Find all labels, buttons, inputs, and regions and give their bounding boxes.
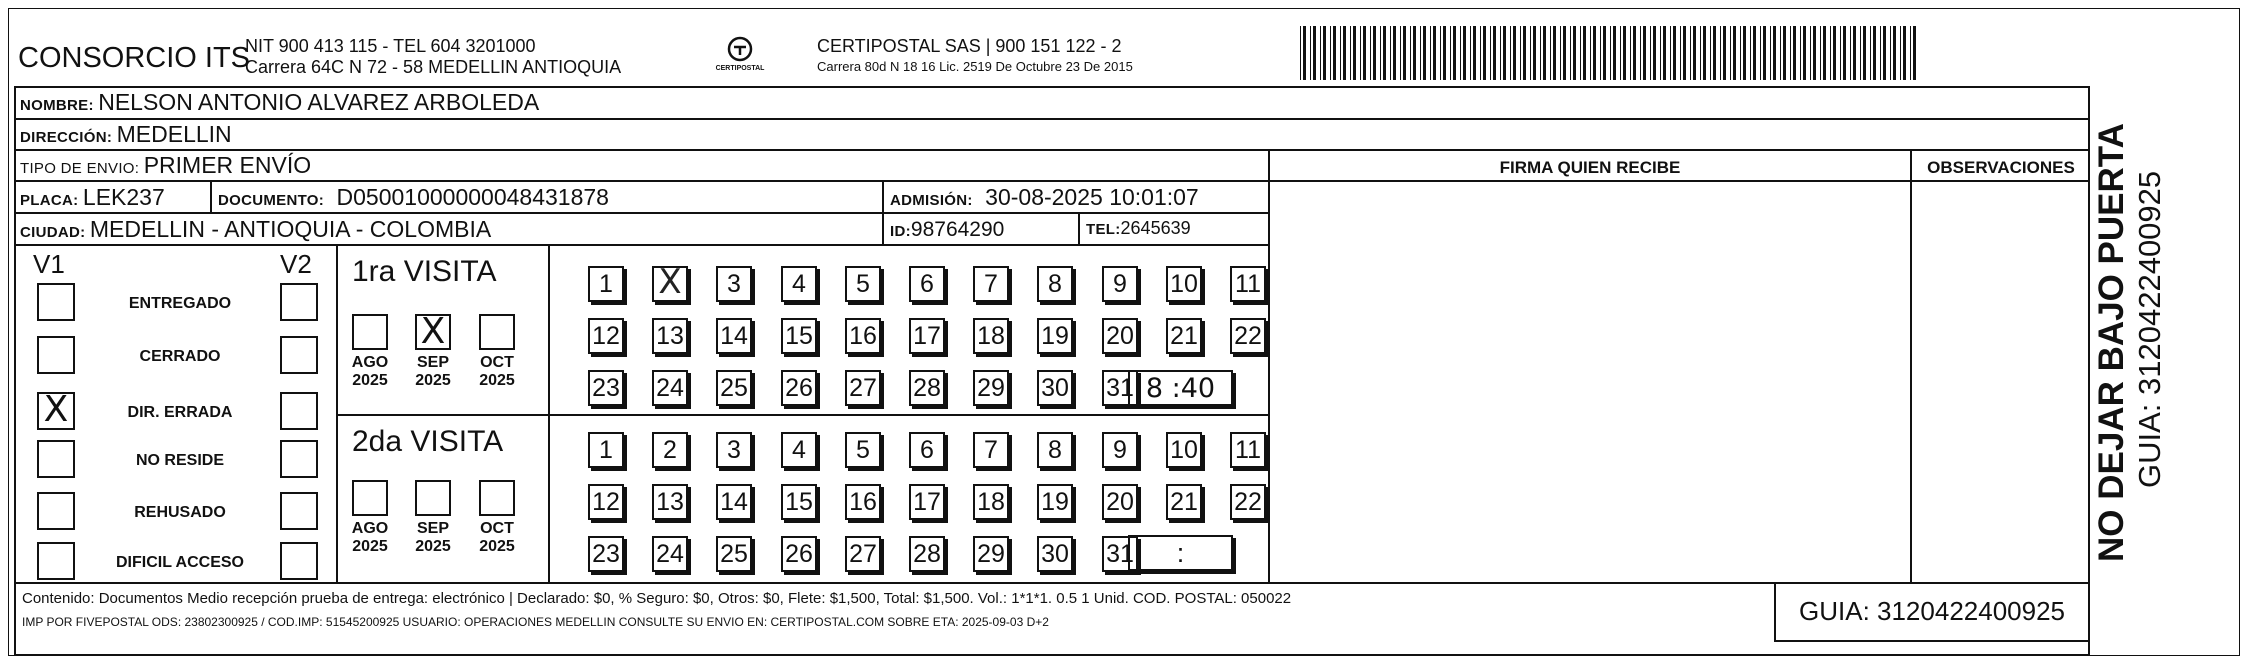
- barcode-bar: [1890, 26, 1891, 80]
- barcode-bar: [1350, 26, 1351, 80]
- visit2-day[interactable]: 15: [781, 484, 817, 520]
- send-type-label: TIPO DE ENVIO:: [20, 160, 140, 177]
- v1-label: V1: [33, 249, 65, 279]
- barcode-bar: [1820, 26, 1821, 80]
- v1-checkbox[interactable]: [37, 492, 75, 530]
- barcode-bar: [1783, 26, 1786, 80]
- barcode-bar: [1800, 26, 1801, 80]
- barcode-bar: [1693, 26, 1696, 80]
- address-field: [20, 121, 232, 148]
- barcode-bar: [1720, 26, 1721, 80]
- v2-checkbox[interactable]: [280, 336, 318, 374]
- recipient-city: MEDELLIN - ANTIOQUIA - COLOMBIA: [89, 216, 492, 242]
- barcode-bar: [1333, 26, 1336, 80]
- barcode-bar: [1460, 26, 1461, 80]
- visit2-day[interactable]: 2: [652, 432, 688, 468]
- barcode-bar: [1830, 26, 1831, 80]
- barcode-bar: [1310, 26, 1311, 80]
- plate: LEK237: [82, 184, 165, 210]
- visit1-month-name: AGO: [351, 354, 389, 371]
- visit2-time: :: [1176, 538, 1185, 568]
- barcode-bar: [1490, 26, 1491, 80]
- visit2-day[interactable]: 3: [716, 432, 752, 468]
- footer-print-info: IMP POR FIVEPOSTAL ODS: 23802300925 / COD.IMP: 51545200925 USUARIO: OPERACIONES MEDELLIN CONSULTE SU ENVIO EN: CERTIPOSTAL.COM SOBRE ETA: 2025-09-03 D+2: [22, 615, 1049, 629]
- visit1-day[interactable]: 4: [781, 266, 817, 302]
- barcode-bar: [1370, 26, 1371, 80]
- visit1-day[interactable]: 5: [845, 266, 881, 302]
- courier-logo-icon: [720, 36, 760, 62]
- visit1-day[interactable]: 3: [716, 266, 752, 302]
- status-label: NO RESIDE: [135, 452, 224, 469]
- barcode-bar: [1610, 26, 1611, 80]
- side-warning: NO DEJAR BAJO PUERTA: [2092, 123, 2131, 562]
- barcode-bar: [1823, 26, 1826, 80]
- barcode-bar: [1903, 26, 1906, 80]
- id-field: [890, 218, 1004, 242]
- visit2-day[interactable]: 24: [652, 536, 688, 572]
- barcode-bar: [1353, 26, 1356, 80]
- barcode-bar: [1740, 26, 1741, 80]
- visit2-day[interactable]: 5: [845, 432, 881, 468]
- send-type-field: [20, 152, 311, 179]
- barcode-bar: [1790, 26, 1791, 80]
- barcode-bar: [1480, 26, 1481, 80]
- barcode-bar: [1363, 26, 1366, 80]
- visit1-day[interactable]: 23: [588, 370, 624, 406]
- barcode-bar: [1580, 26, 1581, 80]
- barcode-bar: [1660, 26, 1661, 80]
- courier-logo-text: CERTIPOSTAL: [715, 65, 765, 72]
- v1-checkbox[interactable]: [37, 336, 75, 374]
- visit2-day[interactable]: 16: [845, 484, 881, 520]
- city-field: [20, 216, 491, 243]
- visit2-day[interactable]: 13: [652, 484, 688, 520]
- visit1-day[interactable]: 15: [781, 318, 817, 354]
- visit1-day[interactable]: 28: [909, 370, 945, 406]
- send-type: PRIMER ENVÍO: [143, 152, 312, 178]
- barcode-bar: [1803, 26, 1806, 80]
- courier-address: Carrera 80d N 18 16 Lic. 2519 De Octubre 23 De 2015: [817, 59, 1133, 74]
- footer-guide: GUIA: 3120422400925: [1799, 596, 2065, 626]
- barcode-bar: [1440, 26, 1441, 80]
- barcode-bar: [1893, 26, 1896, 80]
- barcode-bar: [1373, 26, 1376, 80]
- visit1-month-year: 2025: [415, 372, 451, 389]
- barcode-bar: [1623, 26, 1626, 80]
- visit2-day[interactable]: 14: [716, 484, 752, 520]
- company-name: CONSORCIO ITS: [18, 42, 251, 74]
- v2-label: V2: [280, 249, 312, 279]
- visit1-month-checkbox[interactable]: X: [415, 314, 451, 350]
- visit1-month-checkbox[interactable]: [352, 314, 388, 350]
- document-label: DOCUMENTO:: [218, 192, 325, 209]
- visit2-day[interactable]: 30: [1037, 536, 1073, 572]
- status-label: DIR. ERRADA: [127, 404, 233, 421]
- visit1-day[interactable]: 31: [1102, 370, 1138, 406]
- visit1-day[interactable]: 30: [1037, 370, 1073, 406]
- observations-title: OBSERVACIONES: [1927, 158, 2075, 177]
- visit1-time-box[interactable]: [1128, 370, 1233, 406]
- v2-checkbox[interactable]: [280, 542, 318, 580]
- barcode-bar: [1643, 26, 1646, 80]
- courier-logo: [708, 36, 772, 78]
- barcode-bar: [1713, 26, 1716, 80]
- barcode-bar: [1420, 26, 1421, 80]
- barcode-bar: [1613, 26, 1616, 80]
- visit2-day[interactable]: 11: [1230, 432, 1266, 468]
- barcode-bar: [1870, 26, 1871, 80]
- barcode-bar: [1570, 26, 1571, 80]
- barcode-bar: [1763, 26, 1766, 80]
- barcode-bar: [1573, 26, 1576, 80]
- visit1-day[interactable]: 16: [845, 318, 881, 354]
- admission-field: [890, 184, 1199, 211]
- visit2-day[interactable]: 6: [909, 432, 945, 468]
- barcode-bar: [1530, 26, 1531, 80]
- barcode-bar: [1723, 26, 1726, 80]
- barcode-bar: [1300, 26, 1301, 80]
- visit1-day[interactable]: 12: [588, 318, 624, 354]
- tel-field: [1086, 218, 1191, 239]
- barcode-bar: [1443, 26, 1446, 80]
- admission-date: 30-08-2025 10:01:07: [985, 184, 1199, 210]
- barcode-bar: [1900, 26, 1901, 80]
- visit2-month-name: SEP: [416, 520, 449, 537]
- status-label: DIFICIL ACCESO: [115, 554, 244, 571]
- barcode-bar: [1330, 26, 1331, 80]
- visit2-day[interactable]: 23: [588, 536, 624, 572]
- barcode-bar: [1813, 26, 1816, 80]
- barcode-bar: [1810, 26, 1811, 80]
- barcode-bar: [1710, 26, 1711, 80]
- plate-label: PLACA:: [20, 192, 79, 209]
- barcode-bar: [1533, 26, 1536, 80]
- barcode-bar: [1320, 26, 1321, 80]
- barcode-bar: [1400, 26, 1401, 80]
- barcode-bar: [1520, 26, 1521, 80]
- visit2-day[interactable]: 29: [973, 536, 1009, 572]
- visit2-day[interactable]: 31: [1102, 536, 1138, 572]
- visit2-day[interactable]: 8: [1037, 432, 1073, 468]
- barcode-bar: [1453, 26, 1456, 80]
- barcode-bar: [1680, 26, 1681, 80]
- visit1-time: 8 :40: [1145, 373, 1216, 404]
- v2-checkbox[interactable]: [280, 392, 318, 430]
- recipient-address: MEDELLIN: [116, 121, 232, 147]
- visit2-month-year: 2025: [479, 538, 515, 555]
- visit2-day[interactable]: 21: [1166, 484, 1202, 520]
- barcode-bar: [1450, 26, 1451, 80]
- barcode-bar: [1663, 26, 1666, 80]
- visit2-day[interactable]: 27: [845, 536, 881, 572]
- visit1-day[interactable]: 27: [845, 370, 881, 406]
- visit1-day[interactable]: 25: [716, 370, 752, 406]
- barcode-bar: [1640, 26, 1641, 80]
- visit1-day[interactable]: 1: [588, 266, 624, 302]
- barcode-bar: [1880, 26, 1881, 80]
- barcode-bar: [1493, 26, 1496, 80]
- v1-checkbox[interactable]: [37, 542, 75, 580]
- barcode-bar: [1503, 26, 1506, 80]
- visit2-month-checkbox[interactable]: [415, 480, 451, 516]
- visit2-title: 2da VISITA: [352, 425, 504, 458]
- barcode-bar: [1593, 26, 1596, 80]
- barcode-bar: [1673, 26, 1676, 80]
- visit2-day[interactable]: 10: [1166, 432, 1202, 468]
- status-label: REHUSADO: [134, 504, 226, 521]
- barcode-bar: [1323, 26, 1326, 80]
- visit1-day[interactable]: 26: [781, 370, 817, 406]
- visit1-day[interactable]: 17: [909, 318, 945, 354]
- visit1-month-checkbox[interactable]: [479, 314, 515, 350]
- visit1-day[interactable]: 18: [973, 318, 1009, 354]
- visit1-day[interactable]: 7: [973, 266, 1009, 302]
- status-label: CERRADO: [139, 348, 221, 365]
- footer-content: Contenido: Documentos Medio recepción prueba de entrega: electrónico | Declarado: $0, % Seguro: $0, Otros: $0, Flete: $1,500, Total: $1,500. Vol.: 1*1*1. 0.5 1 Unid. COD. POSTAL: 050022: [22, 590, 1292, 607]
- recipient-name: NELSON ANTONIO ALVAREZ ARBOLEDA: [98, 89, 540, 115]
- barcode-bar: [1883, 26, 1886, 80]
- status-label: ENTREGADO: [128, 295, 232, 312]
- visit1-day[interactable]: 21: [1166, 318, 1202, 354]
- visit2-month-name: AGO: [351, 520, 389, 537]
- visit1-day[interactable]: 14: [716, 318, 752, 354]
- signature-area: [1270, 182, 1910, 580]
- plate-field: [20, 184, 165, 211]
- barcode-bar: [1413, 26, 1416, 80]
- visit2-day[interactable]: 1: [588, 432, 624, 468]
- barcode-bar: [1343, 26, 1346, 80]
- barcode-bar: [1853, 26, 1856, 80]
- barcode-bar: [1850, 26, 1851, 80]
- barcode-bar: [1410, 26, 1411, 80]
- barcode-bar: [1620, 26, 1621, 80]
- barcode-bar: [1430, 26, 1431, 80]
- visit2-month-year: 2025: [352, 538, 388, 555]
- barcode-bar: [1770, 26, 1771, 80]
- v2-checkbox[interactable]: [280, 440, 318, 478]
- barcode-bar: [1403, 26, 1406, 80]
- barcode-bar: [1780, 26, 1781, 80]
- address-label: DIRECCIÓN:: [20, 129, 113, 146]
- visit1-month-year: 2025: [352, 372, 388, 389]
- barcode-bar: [1910, 26, 1911, 80]
- barcode-bar: [1340, 26, 1341, 80]
- barcode-bar: [1313, 26, 1316, 80]
- barcode-bar: [1390, 26, 1391, 80]
- barcode-bar: [1653, 26, 1656, 80]
- visit2-time-box[interactable]: [1128, 535, 1233, 571]
- barcode: [1300, 26, 1940, 80]
- barcode-bar: [1840, 26, 1841, 80]
- barcode-bar: [1513, 26, 1516, 80]
- barcode-bar: [1730, 26, 1731, 80]
- visit1-day[interactable]: 13: [652, 318, 688, 354]
- barcode-bar: [1423, 26, 1426, 80]
- visit2-day[interactable]: 25: [716, 536, 752, 572]
- barcode-bar: [1500, 26, 1501, 80]
- v1-checkbox[interactable]: [37, 283, 75, 321]
- visit1-day[interactable]: 29: [973, 370, 1009, 406]
- barcode-bar: [1873, 26, 1876, 80]
- visit2-day[interactable]: 7: [973, 432, 1009, 468]
- barcode-bar: [1523, 26, 1526, 80]
- visit1-day[interactable]: 22: [1230, 318, 1266, 354]
- v2-checkbox[interactable]: [280, 283, 318, 321]
- side-guide: GUIA: 3120422400925: [2132, 170, 2167, 488]
- recipient-id: 98764290: [910, 218, 1005, 241]
- visit2-day[interactable]: 19: [1037, 484, 1073, 520]
- visit2-month-year: 2025: [415, 538, 451, 555]
- visit2-day[interactable]: 4: [781, 432, 817, 468]
- barcode-bar: [1470, 26, 1471, 80]
- signature-title: FIRMA QUIEN RECIBE: [1499, 158, 1681, 177]
- barcode-bar: [1683, 26, 1686, 80]
- visit1-month-year: 2025: [479, 372, 515, 389]
- barcode-bar: [1650, 26, 1651, 80]
- barcode-bar: [1380, 26, 1381, 80]
- visit2-month-checkbox[interactable]: [479, 480, 515, 516]
- visit2-day[interactable]: 28: [909, 536, 945, 572]
- visit1-day[interactable]: 24: [652, 370, 688, 406]
- visit2-day[interactable]: 9: [1102, 432, 1138, 468]
- barcode-bar: [1913, 26, 1916, 80]
- visit1-day[interactable]: 6: [909, 266, 945, 302]
- visit1-title: 1ra VISITA: [352, 255, 497, 288]
- barcode-bar: [1563, 26, 1566, 80]
- visit1-month-name: OCT: [480, 354, 514, 371]
- barcode-bar: [1773, 26, 1776, 80]
- barcode-bar: [1393, 26, 1396, 80]
- barcode-bar: [1553, 26, 1556, 80]
- barcode-bar: [1760, 26, 1761, 80]
- barcode-bar: [1383, 26, 1386, 80]
- barcode-bar: [1433, 26, 1436, 80]
- barcode-bar: [1600, 26, 1601, 80]
- visit2-month-name: OCT: [480, 520, 514, 537]
- barcode-bar: [1583, 26, 1586, 80]
- barcode-bar: [1550, 26, 1551, 80]
- barcode-bar: [1690, 26, 1691, 80]
- v2-checkbox[interactable]: [280, 492, 318, 530]
- city-label: CIUDAD:: [20, 224, 86, 241]
- visit2-day[interactable]: 22: [1230, 484, 1266, 520]
- visit2-day[interactable]: 12: [588, 484, 624, 520]
- v1-checkbox[interactable]: [37, 440, 75, 478]
- barcode-bar: [1560, 26, 1561, 80]
- barcode-bar: [1473, 26, 1476, 80]
- barcode-bar: [1303, 26, 1306, 80]
- document-number: D05001000000048431878: [336, 184, 609, 210]
- visit1-day[interactable]: 11: [1230, 266, 1266, 302]
- company-nit-tel: NIT 900 413 115 - TEL 604 3201000: [245, 36, 536, 56]
- barcode-bar: [1860, 26, 1861, 80]
- barcode-bar: [1360, 26, 1361, 80]
- visit1-day[interactable]: 19: [1037, 318, 1073, 354]
- barcode-bar: [1463, 26, 1466, 80]
- document-field: [218, 184, 609, 211]
- visit2-month-checkbox[interactable]: [352, 480, 388, 516]
- barcode-bar: [1633, 26, 1636, 80]
- barcode-bar: [1750, 26, 1751, 80]
- visit1-month-name: SEP: [416, 354, 449, 371]
- visit2-day[interactable]: 18: [973, 484, 1009, 520]
- barcode-bar: [1700, 26, 1701, 80]
- barcode-bar: [1543, 26, 1546, 80]
- visit1-day[interactable]: [652, 266, 688, 302]
- barcode-bar: [1630, 26, 1631, 80]
- id-label: ID:: [890, 223, 911, 240]
- barcode-bar: [1703, 26, 1706, 80]
- barcode-bar: [1670, 26, 1671, 80]
- barcode-bar: [1540, 26, 1541, 80]
- company-address: Carrera 64C N 72 - 58 MEDELLIN ANTIOQUIA: [245, 57, 622, 77]
- barcode-bar: [1843, 26, 1846, 80]
- visit1-day[interactable]: 8: [1037, 266, 1073, 302]
- name-label: NOMBRE:: [20, 97, 94, 114]
- barcode-bar: [1863, 26, 1866, 80]
- tel-label: TEL:: [1086, 221, 1121, 238]
- barcode-bar: [1603, 26, 1606, 80]
- barcode-bar: [1743, 26, 1746, 80]
- barcode-bar: [1753, 26, 1756, 80]
- v1-checkbox[interactable]: X: [37, 392, 75, 430]
- visit1-day[interactable]: 20: [1102, 318, 1138, 354]
- name-field: [20, 89, 539, 116]
- visit1-day[interactable]: 10: [1166, 266, 1202, 302]
- visit2-day[interactable]: 26: [781, 536, 817, 572]
- recipient-tel: 2645639: [1120, 218, 1191, 238]
- admission-label: ADMISIÓN:: [890, 192, 973, 209]
- visit2-day[interactable]: 20: [1102, 484, 1138, 520]
- barcode-bar: [1483, 26, 1486, 80]
- courier-title: CERTIPOSTAL SAS | 900 151 122 - 2: [817, 36, 1122, 56]
- barcode-bar: [1793, 26, 1796, 80]
- visit2-day[interactable]: 17: [909, 484, 945, 520]
- barcode-bar: [1510, 26, 1511, 80]
- barcode-bar: [1733, 26, 1736, 80]
- barcode-bar: [1833, 26, 1836, 80]
- barcode-bar: [1590, 26, 1591, 80]
- visit1-day[interactable]: 9: [1102, 266, 1138, 302]
